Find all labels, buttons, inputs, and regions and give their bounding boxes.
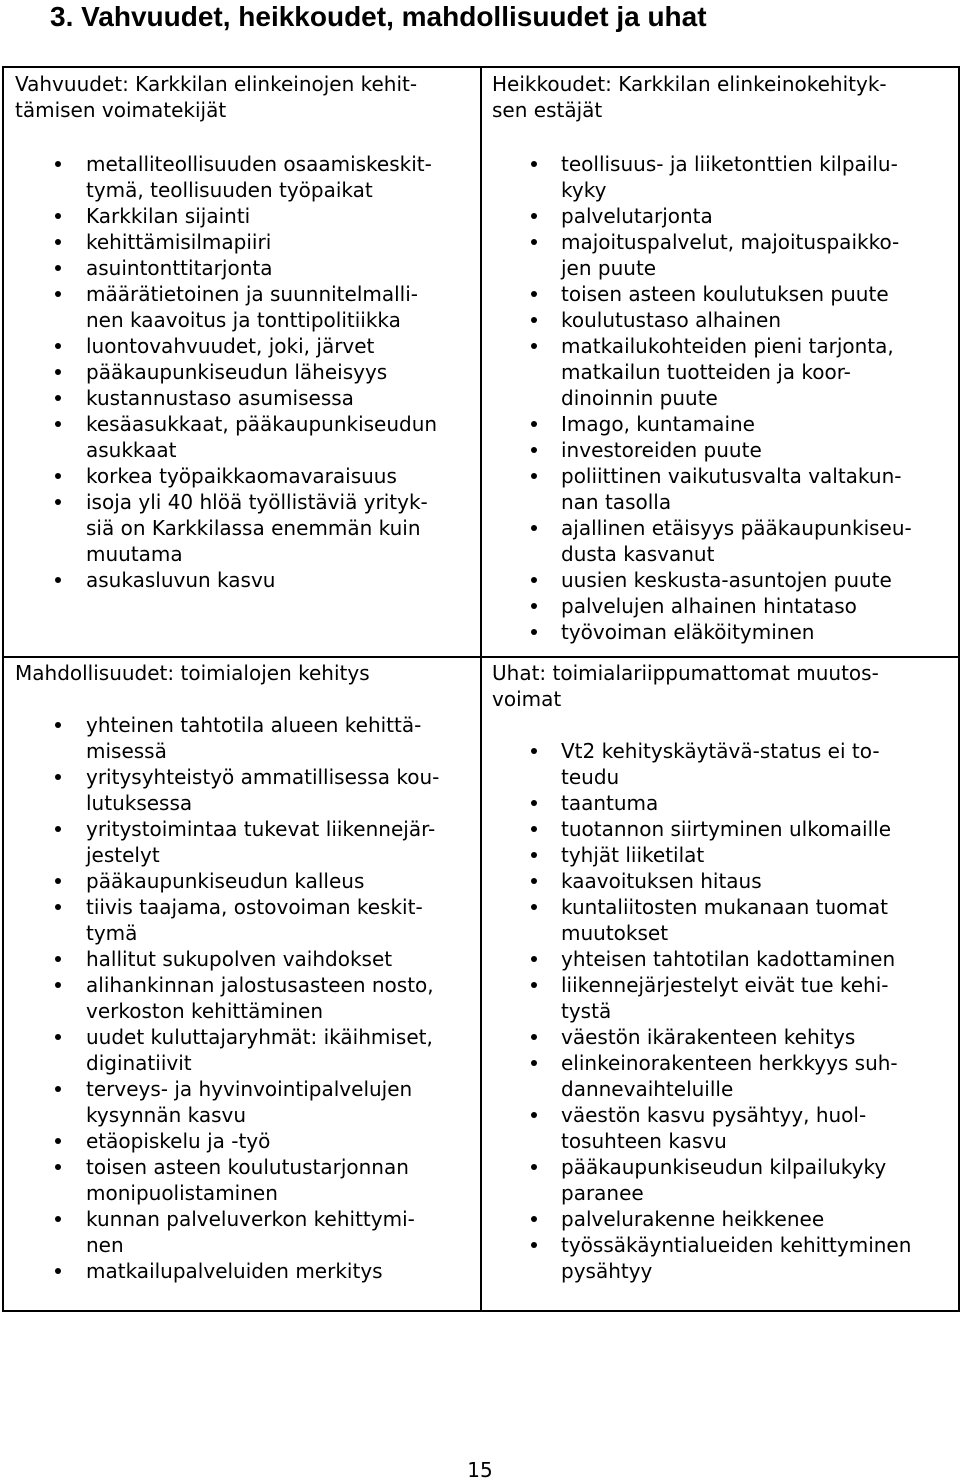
opportunities-list [15,712,472,1284]
list-item: tuotannon siirtyminen ulkomaille [492,816,950,842]
list-item: matkailupalveluiden merkitys [15,1258,472,1284]
list-item: kesäasukkaat, pääkaupunkiseudun asukkaat [15,411,472,463]
strengths-cell [3,67,481,657]
list-item: toisen asteen koulutustarjonnan monipuolistaminen [15,1154,472,1206]
list-item: ajallinen etäisyys pääkaupunkiseu- dusta kasvanut [492,515,950,567]
list-item: etäopiskelu ja -työ [15,1128,472,1154]
opportunities-cell [3,657,481,1311]
list-item: työvoiman eläköityminen [492,619,950,645]
list-item: liikennejärjestelyt eivät tue kehi- tystä [492,972,950,1024]
page-title: 3. Vahvuudet, heikkoudet, mahdollisuudet ja uhat [50,1,707,32]
list-item: asukasluvun kasvu [15,567,472,593]
list-item: matkailukohteiden pieni tarjonta, matkailun tuotteiden ja koor- dinoinnin puute [492,333,950,411]
list-item: isoja yli 40 hlöä työllistäviä yrityk- siä on Karkkilassa enemmän kuin muutama [15,489,472,567]
list-item: väestön kasvu pysähtyy, huol- tosuhteen kasvu [492,1102,950,1154]
list-item: pääkaupunkiseudun läheisyys [15,359,472,385]
strengths-heading: Vahvuudet: Karkkilan elinkeinojen kehit- tämisen voimatekijät [15,72,418,122]
threats-heading: Uhat: toimialariippumattomat muutos- voimat [492,661,879,711]
weaknesses-cell [481,67,959,657]
list-item: tyhjät liiketilat [492,842,950,868]
list-item: hallitut sukupolven vaihdokset [15,946,472,972]
list-item: kustannustaso asumisessa [15,385,472,411]
list-item: uudet kuluttajaryhmät: ikäihmiset, diginatiivit [15,1024,472,1076]
weaknesses-heading: Heikkoudet: Karkkilan elinkeinokehityk- sen estäjät [492,72,887,122]
list-item: yritystoimintaa tukevat liikennejär- jestelyt [15,816,472,868]
list-item: kaavoituksen hitaus [492,868,950,894]
list-item: investoreiden puute [492,437,950,463]
list-item: korkea työpaikkaomavaraisuus [15,463,472,489]
list-item: pääkaupunkiseudun kalleus [15,868,472,894]
list-item: kehittämisilmapiiri [15,229,472,255]
list-item: kuntaliitosten mukanaan tuomat muutokset [492,894,950,946]
list-item: yhteisen tahtotilan kadottaminen [492,946,950,972]
list-item: palvelutarjonta [492,203,950,229]
list-item: alihankinnan jalostusasteen nosto, verkoston kehittäminen [15,972,472,1024]
list-item: Vt2 kehityskäytävä-status ei to- teudu [492,738,950,790]
list-item: luontovahvuudet, joki, järvet [15,333,472,359]
swot-table [2,66,960,1312]
list-item: palvelujen alhainen hintataso [492,593,950,619]
list-item: yhteinen tahtotila alueen kehittä- misessä [15,712,472,764]
opportunities-heading: Mahdollisuudet: toimialojen kehitys [15,661,370,685]
list-item: Imago, kuntamaine [492,411,950,437]
list-item: palvelurakenne heikkenee [492,1206,950,1232]
list-item: taantuma [492,790,950,816]
list-item: pääkaupunkiseudun kilpailukyky paranee [492,1154,950,1206]
list-item: koulutustaso alhainen [492,307,950,333]
list-item: väestön ikärakenteen kehitys [492,1024,950,1050]
list-item: asuintonttitarjonta [15,255,472,281]
weaknesses-list [492,151,950,645]
list-item: metalliteollisuuden osaamiskeskit- tymä, teollisuuden työpaikat [15,151,472,203]
list-item: toisen asteen koulutuksen puute [492,281,950,307]
list-item: terveys- ja hyvinvointipalvelujen kysynnän kasvu [15,1076,472,1128]
list-item: uusien keskusta-asuntojen puute [492,567,950,593]
list-item: työssäkäyntialueiden kehittyminen pysähtyy [492,1232,950,1284]
threats-list [492,738,950,1284]
list-item: kunnan palveluverkon kehittymi- nen [15,1206,472,1258]
list-item: Karkkilan sijainti [15,203,472,229]
list-item: poliittinen vaikutusvalta valtakun- nan tasolla [492,463,950,515]
strengths-list [15,151,472,593]
list-item: yritysyhteistyö ammatillisessa kou- lutuksessa [15,764,472,816]
threats-cell [481,657,959,1311]
list-item: tiivis taajama, ostovoiman keskit- tymä [15,894,472,946]
list-item: teollisuus- ja liiketonttien kilpailu- kyky [492,151,950,203]
list-item: elinkeinorakenteen herkkyys suh- dannevaihteluille [492,1050,950,1102]
page-number: 15 [467,1458,493,1482]
list-item: majoituspalvelut, majoituspaikko- jen puute [492,229,950,281]
list-item: määrätietoinen ja suunnitelmalli- nen kaavoitus ja tonttipolitiikka [15,281,472,333]
